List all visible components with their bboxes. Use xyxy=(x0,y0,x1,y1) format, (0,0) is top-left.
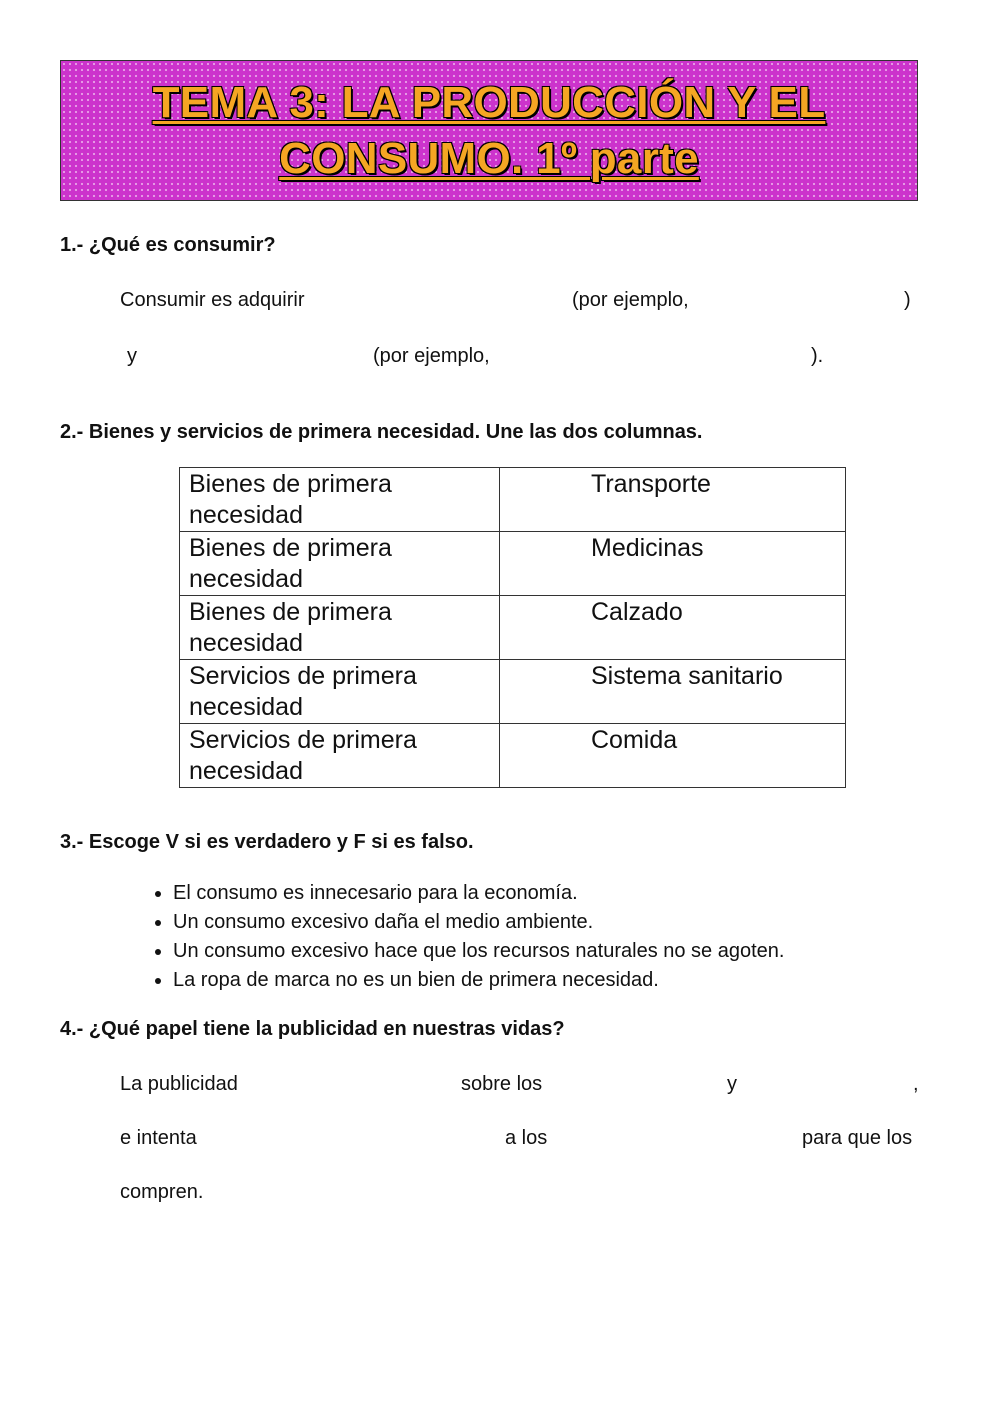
q4-line1-text-b: sobre los xyxy=(461,1073,543,1095)
table-cell-left: Servicios de primera necesidad xyxy=(180,660,500,724)
table-cell-right[interactable]: Sistema sanitario xyxy=(500,660,846,724)
table-row xyxy=(180,660,846,724)
q4-line1-text-d: , xyxy=(913,1073,919,1095)
table-cell-right[interactable]: Transporte xyxy=(500,468,846,532)
matching-table xyxy=(179,467,846,788)
q1-line2-text-a: y xyxy=(127,345,137,367)
page-title-line-1: TEMA 3: LA PRODUCCIÓN Y EL xyxy=(152,77,826,127)
table-cell-right[interactable]: Medicinas xyxy=(500,532,846,596)
title-banner xyxy=(60,60,918,201)
table-cell-left: Servicios de primera necesidad xyxy=(180,724,500,788)
list-item[interactable]: • La ropa de marca no es un bien de primera necesidad. xyxy=(173,966,973,995)
page-title-line-2: CONSUMO. 1º parte xyxy=(279,133,699,183)
question-1-heading: 1.- ¿Qué es consumir? xyxy=(60,234,276,256)
table-cell-right[interactable]: Calzado xyxy=(500,596,846,660)
true-false-list xyxy=(130,879,973,995)
table-cell-left: Bienes de primera necesidad xyxy=(180,468,500,532)
q1-line1-text-a: Consumir es adquirir xyxy=(120,289,305,311)
table-row xyxy=(180,724,846,788)
table-row xyxy=(180,468,846,532)
list-item[interactable]: • El consumo es innecesario para la economía. xyxy=(173,879,973,908)
table-row xyxy=(180,532,846,596)
q1-line1-text-c: ) xyxy=(904,289,911,311)
q1-line2-text-b: (por ejemplo, xyxy=(373,345,490,367)
list-item[interactable]: • Un consumo excesivo daña el medio ambiente. xyxy=(173,908,973,937)
q4-line2-text-b: a los xyxy=(505,1127,548,1149)
list-item[interactable]: • Un consumo excesivo hace que los recursos naturales no se agoten. xyxy=(173,937,973,966)
q4-line1-text-c: y xyxy=(727,1073,737,1095)
q4-line1-text-a: La publicidad xyxy=(120,1073,238,1095)
q4-line2-text-a: e intenta xyxy=(120,1127,197,1149)
page-title xyxy=(153,75,826,187)
q1-line1-text-b: (por ejemplo, xyxy=(572,289,689,311)
q4-line2-text-c: para que los xyxy=(802,1127,913,1149)
question-2-heading: 2.- Bienes y servicios de primera necesidad. Une las dos columnas. xyxy=(60,421,703,443)
table-row xyxy=(180,596,846,660)
table-cell-left: Bienes de primera necesidad xyxy=(180,532,500,596)
table-cell-left: Bienes de primera necesidad xyxy=(180,596,500,660)
table-cell-right[interactable]: Comida xyxy=(500,724,846,788)
question-3-heading: 3.- Escoge V si es verdadero y F si es falso. xyxy=(60,831,474,853)
q4-line3-text-a: compren. xyxy=(120,1181,204,1203)
question-4-heading: 4.- ¿Qué papel tiene la publicidad en nuestras vidas? xyxy=(60,1018,565,1040)
q1-line2-text-c: ). xyxy=(811,345,824,367)
